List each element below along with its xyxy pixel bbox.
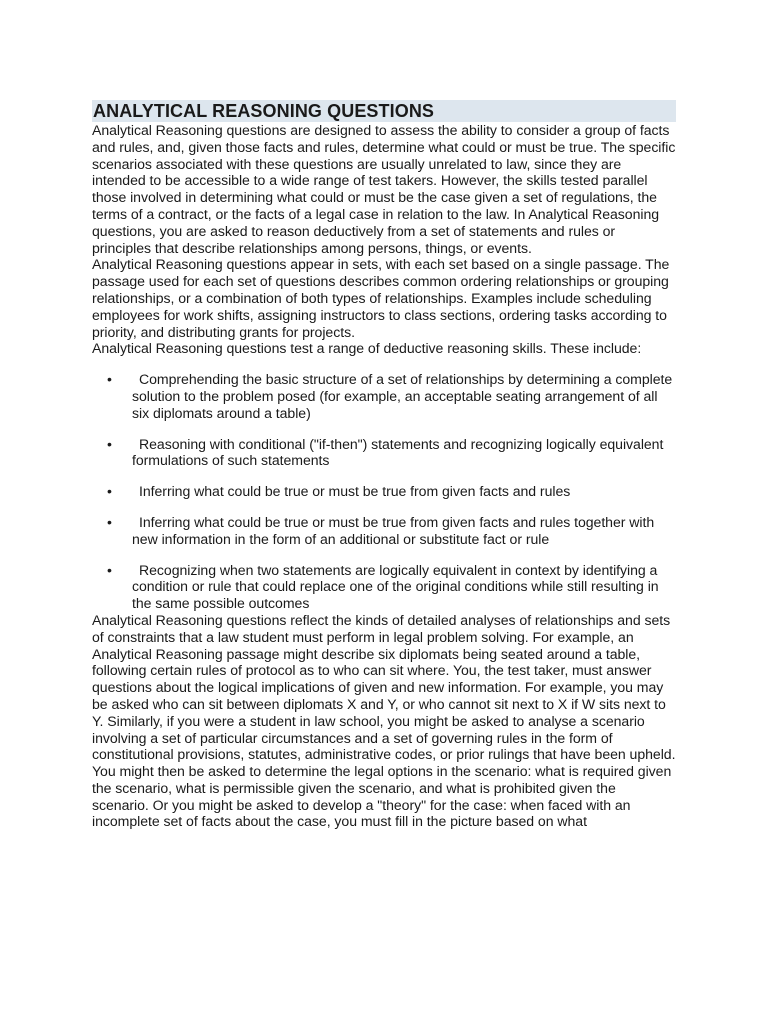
- list-item: [92, 562, 676, 612]
- bullet-icon: •: [107, 483, 112, 500]
- list-item: [92, 436, 676, 470]
- sets-paragraph: Analytical Reasoning questions appear in sets, with each set based on a single passage. The passage used for each set of questions describes common ordering relationships or grouping relationships, or a combination of both types of relationships. Examples include scheduling employees for work shifts, assigning instructors to class sections, ordering tasks according to priority, and distributing grants for projects.: [92, 256, 670, 340]
- skills-list: [92, 371, 676, 612]
- intro-paragraph: Analytical Reasoning questions are designed to assess the ability to consider a group of facts and rules, and, given those facts and rules, determine what could or must be true. The specific scenarios associated with these questions are usually unrelated to law, since they are intended to be accessible to a wide range of test takers. However, the skills tested parallel those involved in determining what could or must be the case given a set of regulations, the terms of a contract, or the facts of a legal case in relation to the law. In Analytical Reasoning questions, you are asked to reason deductively from a set of statements and rules or principles that describe relationships among persons, things, or events.: [92, 122, 676, 256]
- list-item-text: Comprehending the basic structure of a set of relationships by determining a complete solution to the problem posed (for example, an acceptable seating arrangement of all six diplomats around a table): [132, 371, 673, 421]
- skills-paragraph: Analytical Reasoning questions test a range of deductive reasoning skills. These include:: [92, 340, 642, 357]
- list-item: [92, 514, 676, 548]
- list-item: [92, 483, 676, 500]
- bullet-icon: •: [107, 435, 112, 452]
- bullet-icon: •: [107, 561, 112, 578]
- analysis-paragraph: Analytical Reasoning questions reflect the kinds of detailed analyses of relationships and sets of constraints that a law student must perform in legal problem solving. For example, an Analytical Reasoning passage might describe six diplomats being seated around a table, following certain rules of protocol as to who can sit where. You, the test taker, must answer questions about the logical implications of given and new information. For example, you may be asked who can sit between diplomats X and Y, or who cannot sit next to X if W sits next to Y. Similarly, if you were a student in law school, you might be asked to analyse a scenario involving a set of particular circumstances and a set of governing rules in the form of constitutional provisions, statutes, administrative codes, or prior rulings that have been upheld. You might then be asked to determine the legal options in the scenario: what is required given the scenario, what is permissible given the scenario, and what is prohibited given the scenario. Or you might be asked to develop a "theory" for the case: when faced with an incomplete set of facts about the case, you must fill in the picture based on what: [92, 611, 676, 830]
- list-item-text: Recognizing when two statements are logically equivalent in context by identifying a condition or rule that could replace one of the original conditions while still resulting in the same possible outcomes: [132, 561, 659, 612]
- list-item-text: Reasoning with conditional ("if-then") statements and recognizing logically equivalent formulations of such statements: [132, 435, 664, 469]
- document-title: ANALYTICAL REASONING QUESTIONS: [92, 100, 676, 122]
- list-item-text: Inferring what could be true or must be true from given facts and rules: [139, 483, 571, 500]
- list-item: [92, 371, 676, 421]
- document-page: [92, 100, 676, 830]
- bullet-icon: •: [107, 371, 112, 388]
- bullet-icon: •: [107, 513, 112, 530]
- list-item-text: Inferring what could be true or must be true from given facts and rules together with new information in the form of an additional or substitute fact or rule: [132, 513, 655, 547]
